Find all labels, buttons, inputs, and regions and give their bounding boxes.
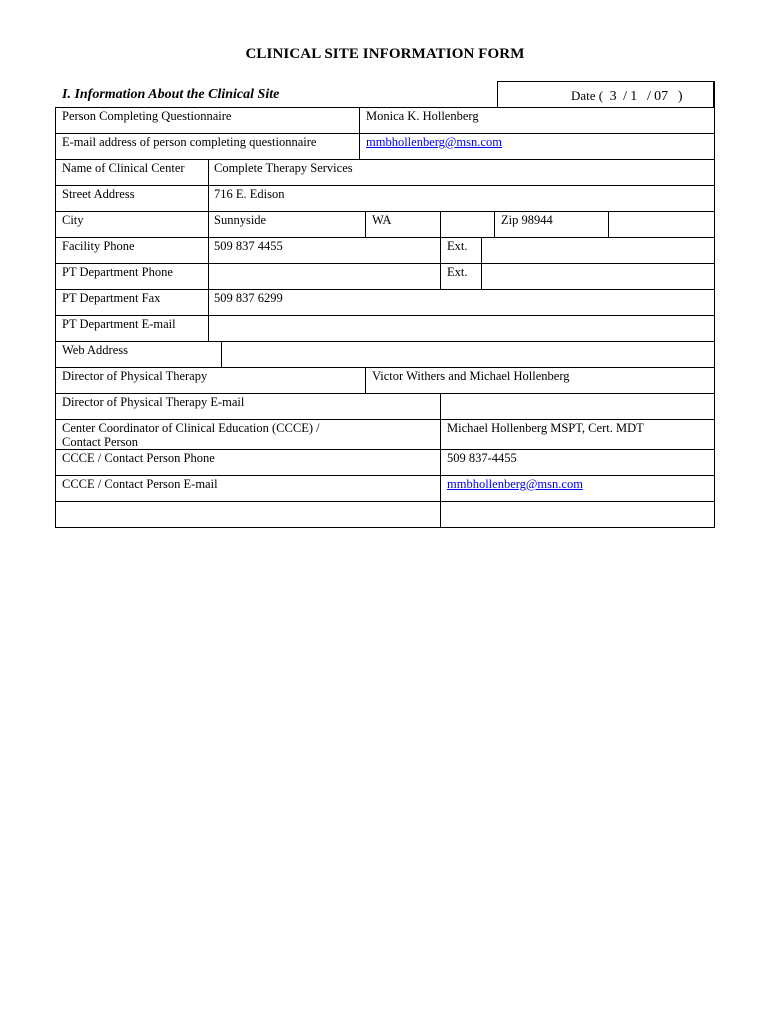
email-address-label: E-mail address of person completing questionnaire [62,135,317,149]
section-heading: I. Information About the Clinical Site [62,87,280,102]
grid-line [365,367,366,393]
pt-fax-value[interactable]: 509 837 6299 [214,291,283,305]
grid-line [55,475,715,476]
ccce-email-label: CCCE / Contact Person E-mail [62,477,218,491]
clinical-center-value[interactable]: Complete Therapy Services [214,161,353,175]
grid-line [55,133,715,134]
grid-line [494,211,495,237]
director-label: Director of Physical Therapy [62,369,208,383]
grid-line [55,237,715,238]
clinical-center-label: Name of Clinical Center [62,161,185,175]
grid-line [55,185,715,186]
grid-line [55,289,715,290]
date-year: 07 [654,89,669,104]
date-sep-1: / [623,89,628,104]
zip-value[interactable]: Zip 98944 [501,213,553,227]
date-field[interactable] [571,88,683,105]
grid-line [608,211,609,237]
date-box [497,81,714,107]
grid-line [55,367,715,368]
grid-line [440,211,441,289]
grid-line [221,341,222,367]
grid-line [55,341,715,342]
director-value[interactable]: Victor Withers and Michael Hollenberg [372,369,570,383]
date-close: ) [677,89,683,104]
street-address-value[interactable]: 716 E. Edison [214,187,285,201]
date-day: 1 [630,89,638,104]
grid-line [55,419,715,420]
grid-line [359,107,360,159]
city-value[interactable]: Sunnyside [214,213,267,227]
grid-line [55,211,715,212]
grid-line [440,393,441,528]
date-sep-2: / [647,89,651,104]
state-value[interactable]: WA [372,213,392,227]
grid-line [55,159,715,160]
grid-line [55,263,715,264]
person-completing-label: Person Completing Questionnaire [62,109,232,123]
ccce-value[interactable]: Michael Hollenberg MSPT, Cert. MDT [447,421,644,435]
pt-phone-label: PT Department Phone [62,265,173,279]
grid-line [55,107,715,108]
email-address-link[interactable]: mmbhollenberg@msn.com [366,135,502,149]
grid-line [55,107,56,528]
facility-phone-value[interactable]: 509 837 4455 [214,239,283,253]
grid-line [55,501,715,502]
grid-line [714,81,715,528]
form-title: CLINICAL SITE INFORMATION FORM [245,46,525,62]
grid-line [55,527,715,528]
date-month: 3 [609,89,617,104]
ccce-label-line-1: Center Coordinator of Clinical Education (CCCE) / [62,421,320,435]
ccce-phone-label: CCCE / Contact Person Phone [62,451,215,465]
pt-fax-label: PT Department Fax [62,291,161,305]
ccce-phone-value[interactable]: 509 837-4455 [447,451,517,465]
grid-line [208,159,209,341]
ccce-label-line-2: Contact Person [62,435,139,449]
pt-email-label: PT Department E-mail [62,317,176,331]
person-completing-value[interactable]: Monica K. Hollenberg [366,109,479,123]
facility-ext-label: Ext. [447,239,468,253]
grid-line [55,393,715,394]
ccce-email-link[interactable]: mmbhollenberg@msn.com [447,477,583,491]
grid-line [55,449,715,450]
city-label: City [62,213,84,227]
date-label: Date ( [571,88,604,103]
web-address-label: Web Address [62,343,128,357]
grid-line [365,211,366,237]
facility-phone-label: Facility Phone [62,239,135,253]
pt-ext-label: Ext. [447,265,468,279]
street-address-label: Street Address [62,187,135,201]
grid-line [55,315,715,316]
grid-line [481,237,482,289]
director-email-label: Director of Physical Therapy E-mail [62,395,245,409]
